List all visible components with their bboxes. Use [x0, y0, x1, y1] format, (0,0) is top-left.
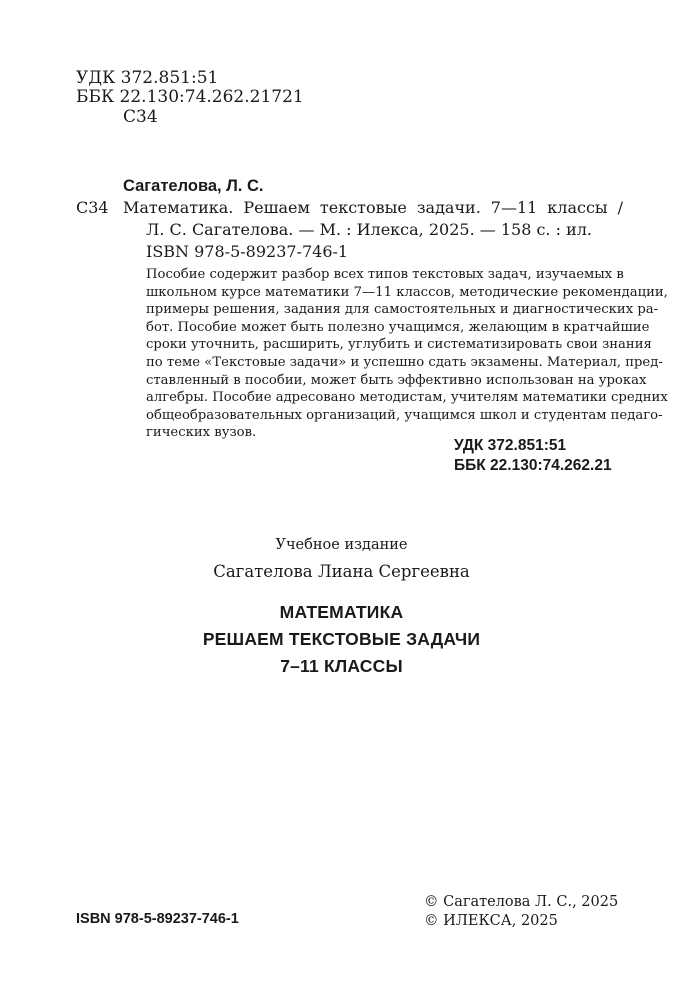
catalog-line-1: Математика. Решаем текстовые задачи. 7—11 классы / [123, 198, 623, 217]
bbk-code: ББК 22.130:74.262.21721 [76, 87, 304, 107]
abstract-line: школьном курсе математики 7—11 классов, методические рекомендации, [146, 284, 668, 300]
edition-type: Учебное издание [275, 537, 408, 553]
catalog-author: Сагателова, Л. С. [123, 177, 264, 195]
author-full-name: Сагателова Лиана Сергеевна [213, 562, 470, 581]
abstract-line: по теме «Текстовые задачи» и успешно сдать экзамены. Материал, пред- [146, 354, 663, 370]
abstract-line: Пособие содержит разбор всех типов текстовых задач, изучаемых в [146, 267, 624, 282]
author-sign-code: С34 [123, 107, 158, 127]
abstract-line: гических вузов. [146, 425, 257, 441]
abstract-line: ставленный в пособии, может быть эффективно использован на уроках [146, 372, 647, 388]
catalog-isbn: ISBN 978-5-89237-746-1 [146, 242, 349, 261]
abstract-line: примеры решения, задания для самостоятельных и диагностических ра- [146, 302, 659, 318]
abstract-line: общеобразовательных организаций, учащимся школ и студентам педаго- [146, 407, 663, 423]
book-title-line-2: РЕШАЕМ ТЕКСТОВЫЕ ЗАДАЧИ [202, 629, 481, 649]
book-title-line-3: 7–11 КЛАССЫ [280, 656, 403, 676]
copyright-publisher: © ИЛЕКСА, 2025 [424, 913, 558, 929]
catalog-sign: С34 [76, 198, 109, 217]
abstract [146, 266, 668, 442]
classification-udk: УДК 372.851:51 [454, 437, 567, 454]
abstract-line: алгебры. Пособие адресовано методистам, учителям математики средних [146, 390, 668, 406]
udk-code: УДК 372.851:51 [76, 68, 219, 88]
footer-isbn: ISBN 978-5-89237-746-1 [76, 911, 239, 927]
catalog-line-2: Л. С. Сагателова. — М. : Илекса, 2025. — 158 с. : ил. [146, 220, 592, 239]
book-title-line-1: МАТЕМАТИКА [279, 602, 404, 622]
abstract-line: сроки уточнить, расширить, углубить и систематизировать свои знания [146, 337, 652, 353]
copyright-author: © Сагателова Л. С., 2025 [424, 894, 619, 910]
classification-bbk: ББК 22.130:74.262.21 [454, 457, 612, 474]
abstract-line: бот. Пособие может быть полезно учащимся, желающим в кратчайшие [146, 319, 650, 335]
